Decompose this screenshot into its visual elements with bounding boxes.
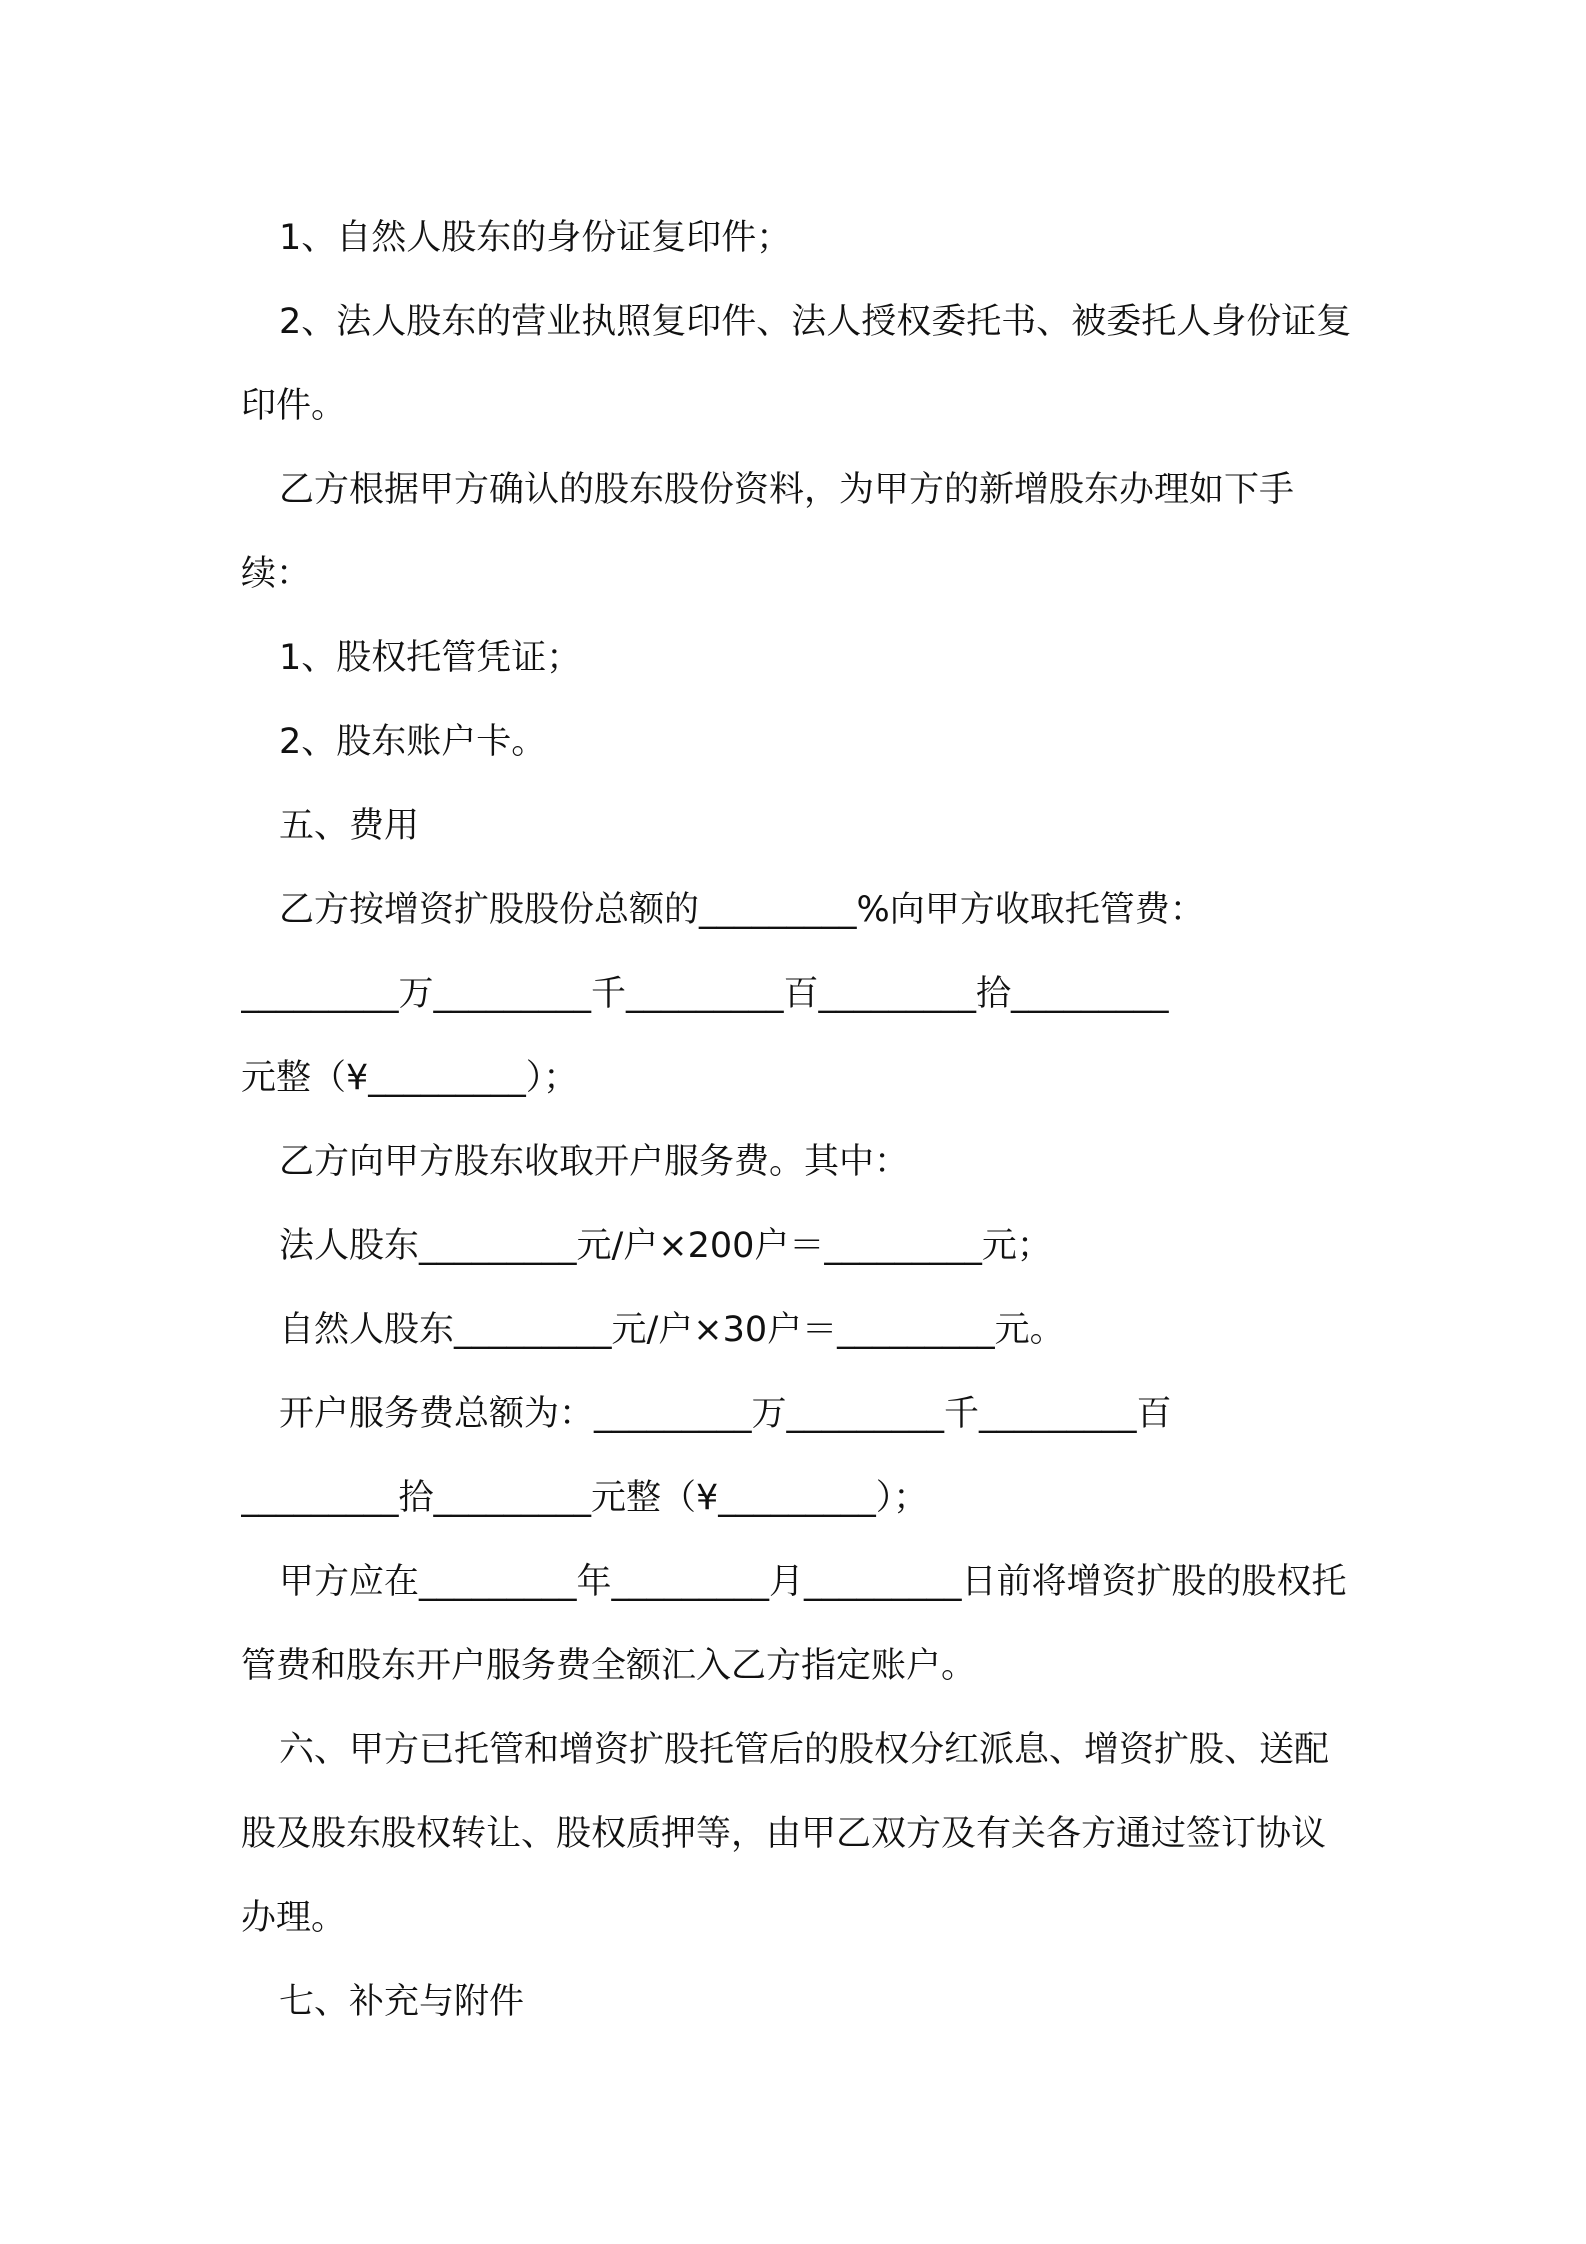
paragraph-id-copy: 1、自然人股东的身份证复印件； — [279, 218, 792, 258]
section-six-dividends: 六、甲方已托管和增资扩股托管后的股权分红派息、增资扩股、送配股及股东股权转让、股权质押等，由甲乙双方及有关各方通过签订协议办理。 — [241, 1730, 1330, 1938]
document-body — [241, 196, 1353, 2044]
paragraph-amount-total: 元整（¥_________）； — [241, 1058, 579, 1098]
paragraph-service-fee-intro: 乙方向甲方股东收取开户服务费。其中： — [279, 1142, 910, 1182]
paragraph-amount-units: _________万_________千_________百_________拾_________ — [241, 974, 1169, 1014]
section-heading-fees: 五、费用 — [279, 806, 420, 846]
paragraph-service-fee-total: 开户服务费总额为：_________万_________千_________百 — [279, 1394, 1172, 1434]
section-heading-supplement: 七、补充与附件 — [279, 1982, 525, 2022]
paragraph-legal-person-docs: 2、法人股东的营业执照复印件、法人授权委托书、被委托人身份证复印件。 — [241, 302, 1352, 426]
paragraph-custody-certificate: 1、股权托管凭证； — [279, 638, 582, 678]
paragraph-custody-fee: 乙方按增资扩股股份总额的_________%向甲方收取托管费： — [279, 890, 1205, 930]
paragraph-payment-deadline: 甲方应在_________年_________月_________日前将增资扩股的股权托管费和股东开户服务费全额汇入乙方指定账户。 — [241, 1562, 1347, 1686]
paragraph-service-fee-total-cont: _________拾_________元整（¥_________）； — [241, 1478, 929, 1518]
paragraph-procedures-intro: 乙方根据甲方确认的股东股份资料，为甲方的新增股东办理如下手续： — [241, 470, 1295, 594]
paragraph-account-card: 2、股东账户卡。 — [279, 722, 547, 762]
paragraph-legal-person-fee: 法人股东_________元/户×200户＝_________元； — [279, 1226, 1052, 1266]
paragraph-natural-person-fee: 自然人股东_________元/户×30户＝_________元。 — [279, 1310, 1065, 1350]
